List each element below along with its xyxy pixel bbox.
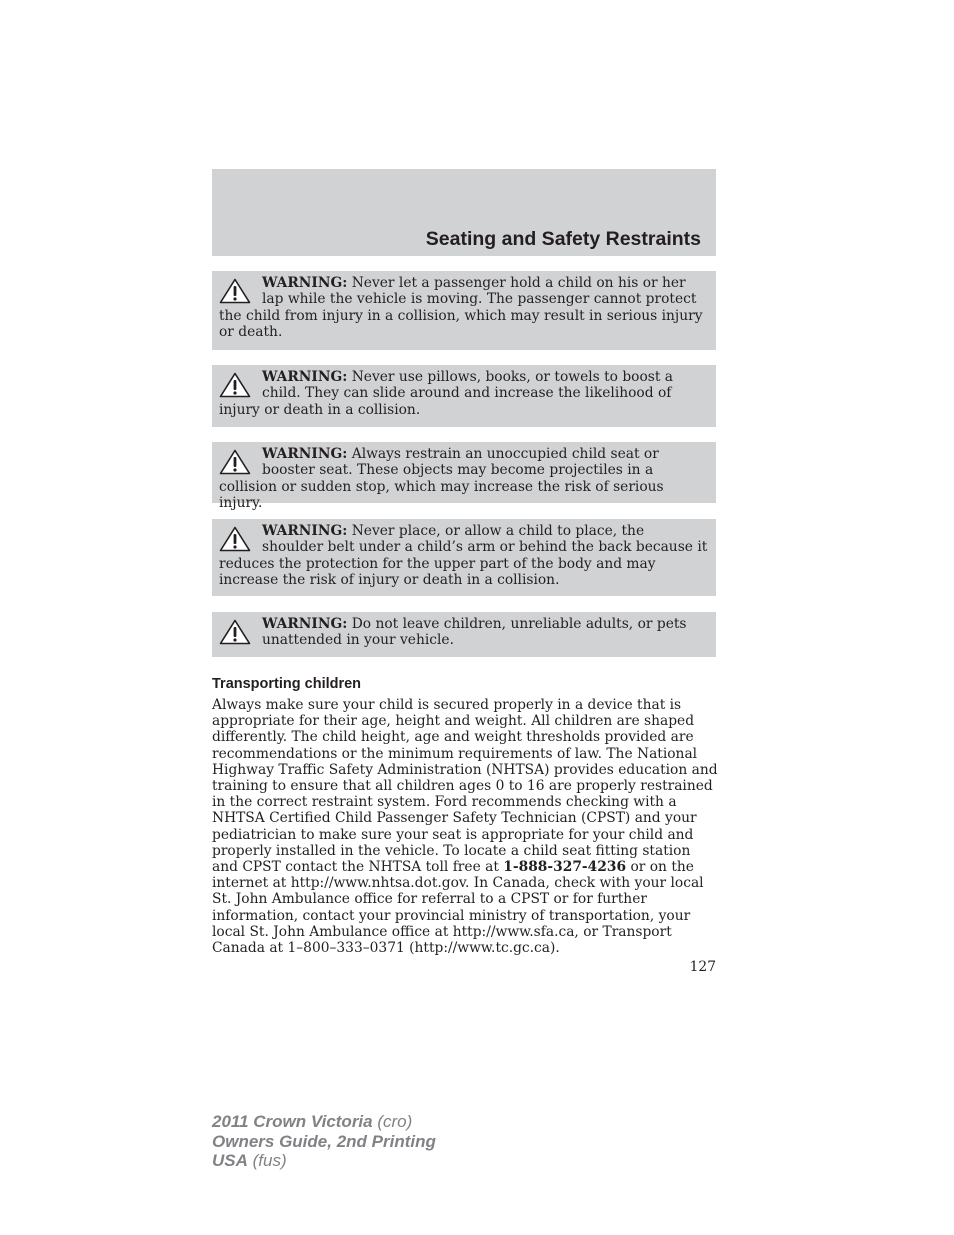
paragraph-text: Always make sure your child is secured properly in a device that is appropriate for their age, height and weight. All children are shaped differently. The child height, age and weight thresholds provided are recommendations or the minimum requirements of law. The National Highway Traffic Safety Administration (NHTSA) provides education and training to ensure that all children ages 0 to 16 are properly restrained in the correct restraint system. Ford recommends checking with a NHTSA Certified Child Passenger Safety Technician (CPST) and your pediatrician to make sure your seat is appropriate for your child and properly installed in the vehicle. To locate a child seat fitting station and CPST contact the NHTSA toll free at bbox=[212, 697, 718, 876]
document-footer bbox=[212, 1112, 436, 1171]
warning-box bbox=[212, 365, 716, 427]
footer-guide: Owners Guide, 2nd Printing bbox=[212, 1131, 436, 1151]
warning-text: Always restrain an unoccupied child seat or booster seat. These objects may become projectiles in a collision or sudden stop, which may increase the risk of serious injury. bbox=[219, 446, 664, 511]
warning-label: WARNING: bbox=[262, 616, 348, 632]
warning-triangle-icon bbox=[219, 526, 251, 552]
warning-box bbox=[212, 519, 716, 596]
warning-box bbox=[212, 442, 716, 511]
warning-triangle-icon bbox=[219, 372, 251, 398]
page-number: 127 bbox=[689, 959, 716, 975]
warning-label: WARNING: bbox=[262, 369, 348, 385]
warning-text: Never let a passenger hold a child on his or her lap while the vehicle is moving. The passenger cannot protect the child from injury in a collision, which may result in serious injury or death. bbox=[219, 275, 703, 340]
footer-line-model bbox=[212, 1112, 436, 1132]
warning-triangle-icon bbox=[219, 278, 251, 304]
section-heading: Transporting children bbox=[212, 676, 362, 692]
footer-model-code: (cro) bbox=[372, 1112, 413, 1131]
warning-label: WARNING: bbox=[262, 523, 348, 539]
paragraph-text: or on the internet at http://www.nhtsa.dot.gov. In Canada, check with your local St. John Ambulance office for referral to a CPST or for further information, contact your provincial ministry of transportation, your local St. John Ambulance office at http://www.sfa.ca, or Transport Canada at 1–800–333–0371 (http://www.tc.gc.ca). bbox=[212, 859, 704, 957]
warning-label: WARNING: bbox=[262, 446, 348, 462]
footer-market-code: (fus) bbox=[247, 1151, 287, 1170]
warning-box bbox=[212, 612, 716, 657]
toll-free-phone: 1-888-327-4236 bbox=[503, 859, 627, 876]
footer-model: 2011 Crown Victoria bbox=[212, 1112, 373, 1131]
footer-market: USA bbox=[212, 1151, 248, 1170]
warning-text: Do not leave children, unreliable adults, or pets unattended in your vehicle. bbox=[262, 616, 687, 649]
section-header-band bbox=[212, 169, 716, 256]
warning-box bbox=[212, 271, 716, 350]
footer-line-market bbox=[212, 1151, 436, 1171]
warning-triangle-icon bbox=[219, 449, 251, 475]
warning-text: Never place, or allow a child to place, the shoulder belt under a child’s arm or behind the back because it reduces the protection for the upper part of the body and may increase the risk of injury or death in a collision. bbox=[219, 523, 708, 588]
warning-label: WARNING: bbox=[262, 275, 348, 291]
warning-triangle-icon bbox=[219, 619, 251, 645]
body-paragraph bbox=[212, 697, 720, 956]
warning-text: Never use pillows, books, or towels to boost a child. They can slide around and increase the likelihood of injury or death in a collision. bbox=[219, 369, 674, 418]
footer-line-guide bbox=[212, 1132, 436, 1152]
section-title: Seating and Safety Restraints bbox=[425, 228, 701, 250]
